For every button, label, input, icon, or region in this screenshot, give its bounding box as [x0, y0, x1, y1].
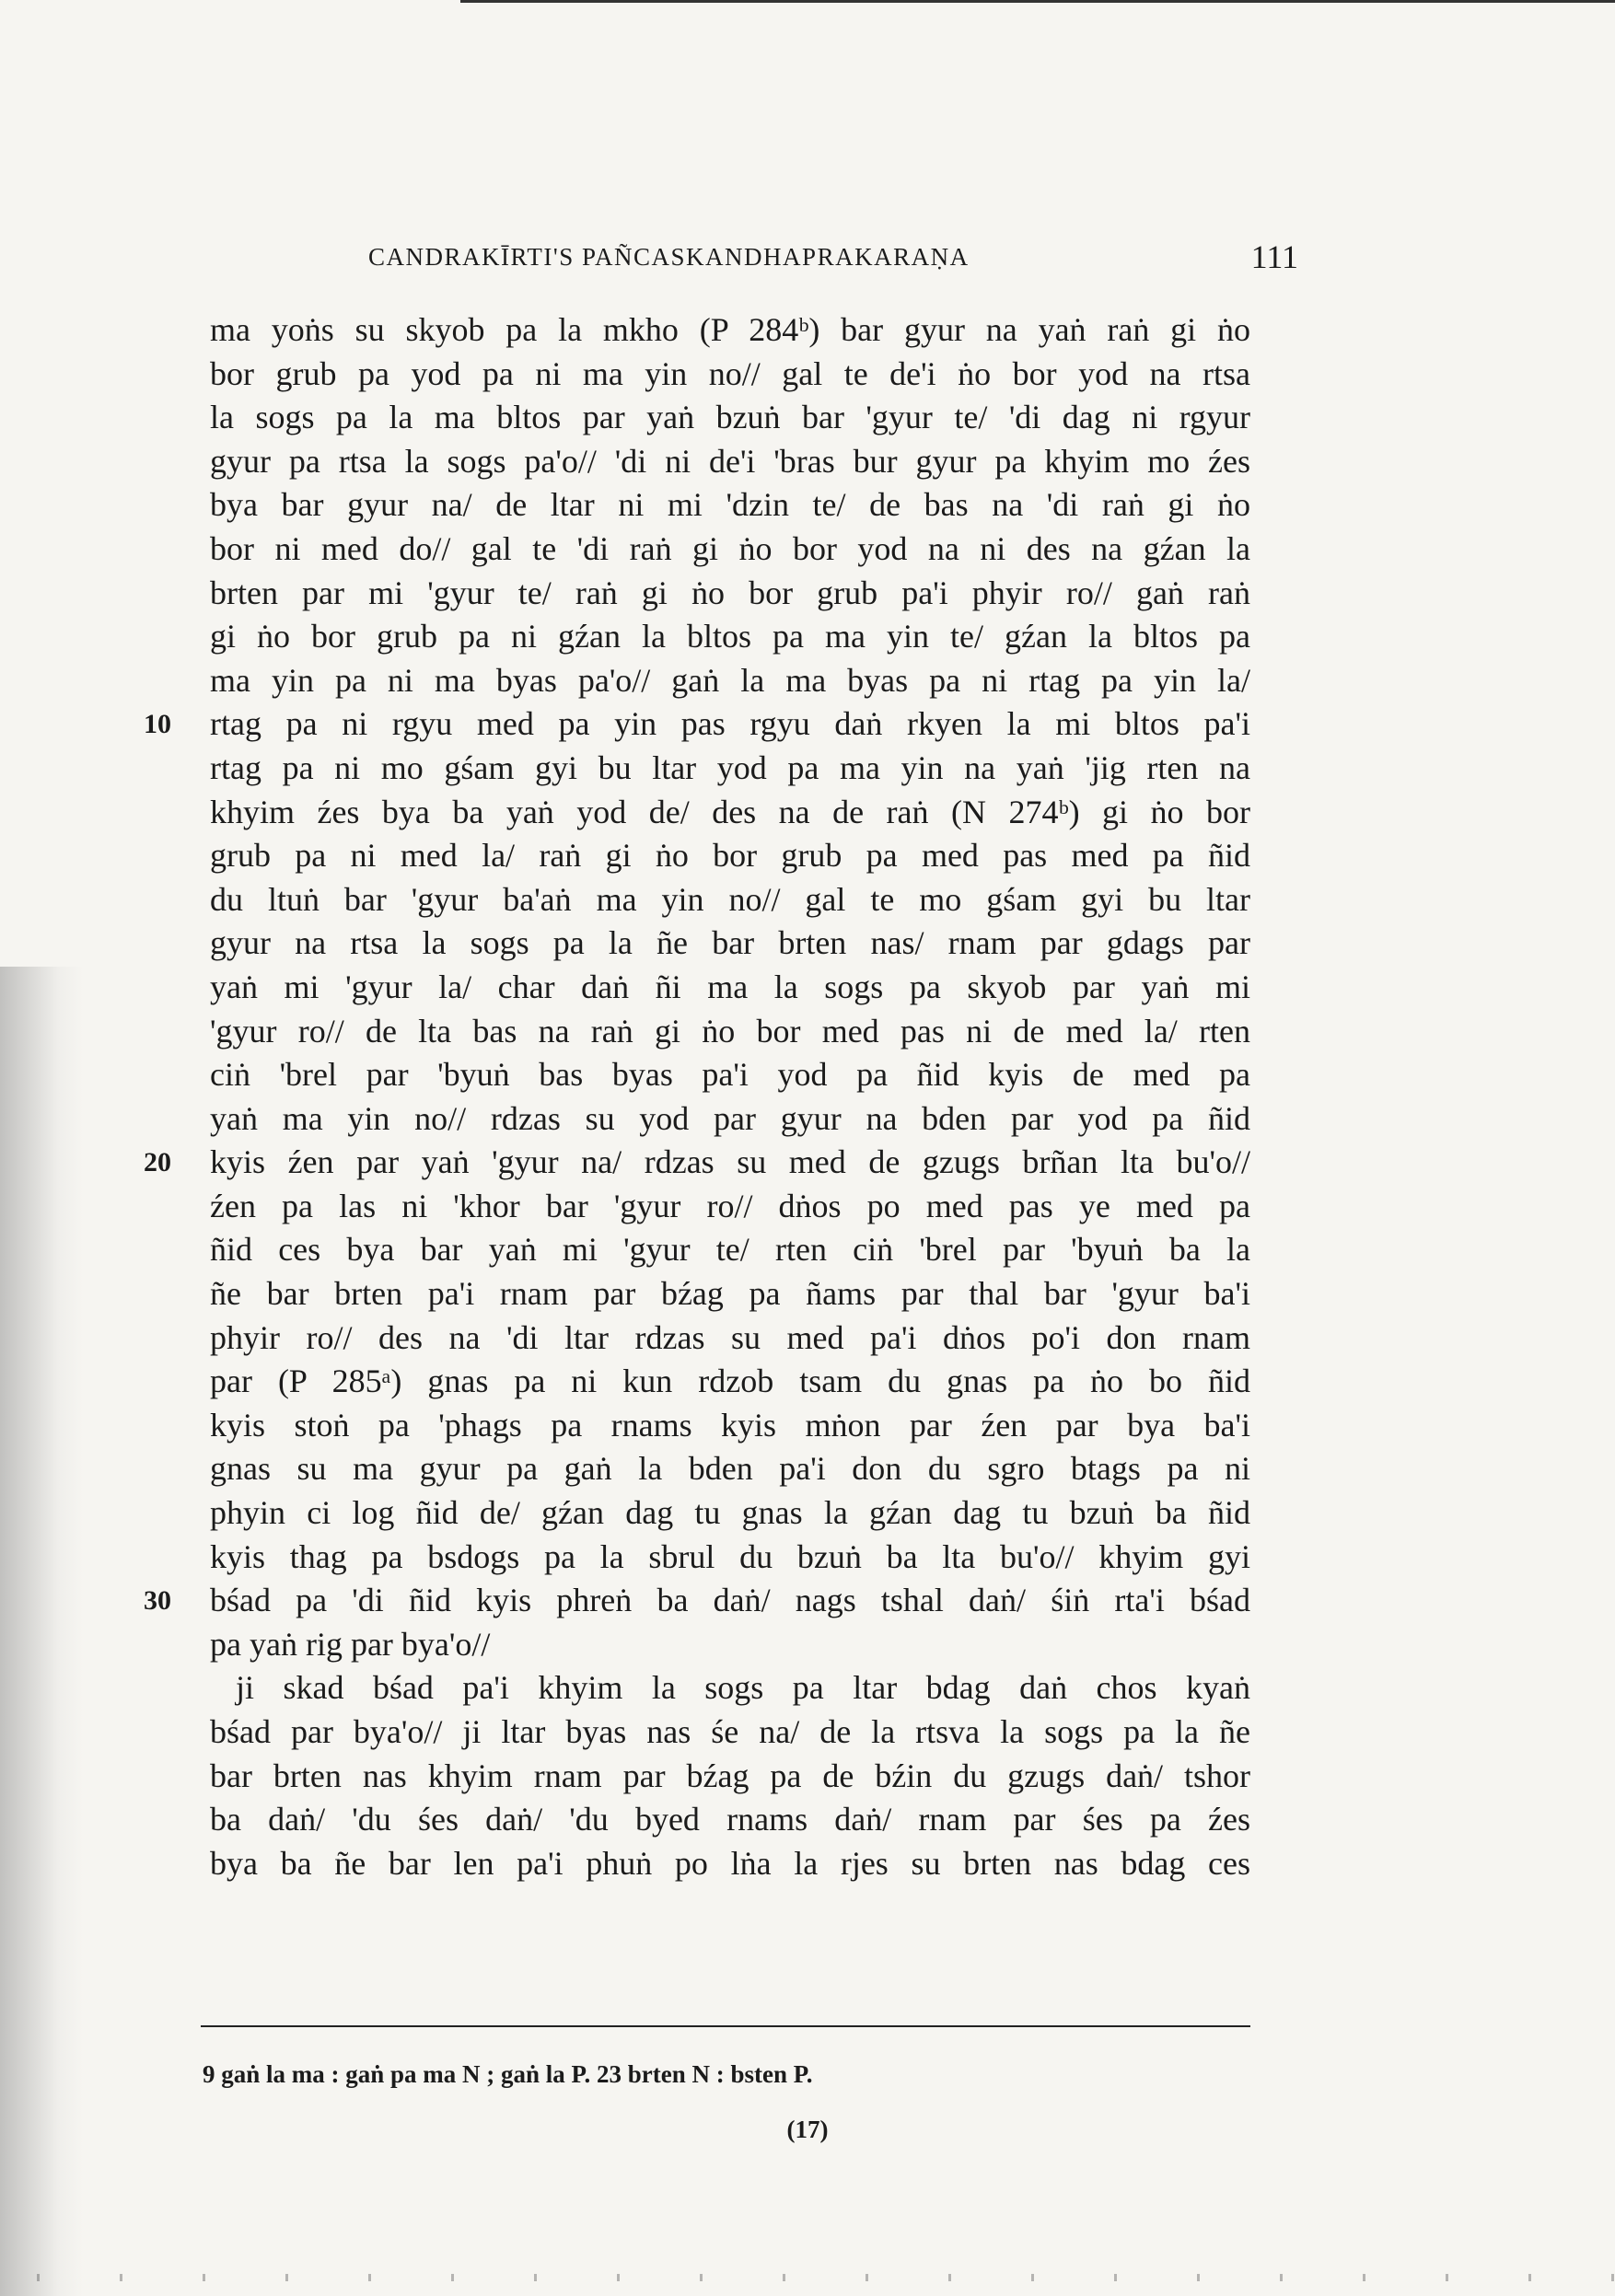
line-number: 10	[144, 709, 171, 740]
running-title: CANDRAKĪRTI'S PAÑCASKANDHAPRAKARAṆA	[368, 243, 970, 271]
text-line	[210, 1404, 1250, 1448]
text-line	[210, 615, 1250, 659]
line-text: bya ba ñe bar len pa'i phuṅ po lṅa la rjes su brten nas bdag ces	[210, 1844, 1250, 1882]
line-text: khyim źes bya ba yaṅ yod de/ des na de raṅ (N 274ᵇ) gi ṅo bor	[210, 793, 1250, 830]
text-line	[210, 878, 1250, 922]
text-line	[210, 1272, 1250, 1316]
line-text: ciṅ 'brel par 'byuṅ bas byas pa'i yod pa ñid kyis de med pa	[210, 1056, 1250, 1094]
scan-top-edge	[460, 0, 1615, 3]
text-line	[210, 1097, 1250, 1142]
line-text: ba daṅ/ 'du śes daṅ/ 'du byed rnams daṅ/ rnam par śes pa źes	[210, 1801, 1250, 1838]
sheet-mark: (17)	[786, 2116, 829, 2143]
line-text: bśad par bya'o// ji ltar byas nas śe na/ de la rtsva la sogs pa la ñe	[210, 1713, 1250, 1750]
line-text: bar brten nas khyim rnam par bźag pa de bźin du gzugs daṅ/ tshor	[210, 1757, 1250, 1794]
footnote: 9 gaṅ la ma : gaṅ pa ma N ; gaṅ la P. 23 brten N : bsten P.	[203, 2060, 813, 2088]
line-text: yaṅ mi 'gyur la/ char daṅ ñi ma la sogs pa skyob par yaṅ mi	[210, 968, 1250, 1005]
text-line	[210, 528, 1250, 572]
text-line	[210, 1710, 1250, 1755]
text-line	[144, 702, 1250, 747]
text-line	[210, 1842, 1250, 1886]
page-header	[368, 238, 1298, 278]
text-line	[210, 1185, 1250, 1229]
text-line	[210, 1228, 1250, 1272]
text-line	[210, 1666, 1250, 1710]
line-text: ma yoṅs su skyob pa la mkho (P 284ᵇ) bar gyur na yaṅ raṅ gi ṅo	[210, 311, 1250, 348]
text-line	[210, 1491, 1250, 1536]
line-text: ji skad bśad pa'i khyim la sogs pa ltar bdag daṅ chos kyaṅ	[236, 1669, 1250, 1707]
line-text: la sogs pa la ma bltos par yaṅ bzuṅ bar 'gyur te/ 'di dag ni rgyur	[210, 399, 1250, 436]
text-line	[210, 1798, 1250, 1842]
text-line	[210, 440, 1250, 484]
scan-shadow	[0, 967, 83, 2296]
line-text: źen pa las ni 'khor bar 'gyur ro// dṅos po med pas ye med pa	[210, 1187, 1250, 1224]
footnote-divider	[201, 2025, 1250, 2027]
line-text: gyur na rtsa la sogs pa la ñe bar brten nas/ rnam par gdags par	[210, 924, 1250, 962]
main-text	[144, 308, 1250, 1885]
text-line	[210, 791, 1250, 835]
line-text: kyis źen par yaṅ 'gyur na/ rdzas su med de gzugs brñan lta bu'o//	[210, 1143, 1250, 1181]
text-line	[144, 1141, 1250, 1185]
text-line	[210, 1623, 1250, 1667]
line-text: gi ṅo bor grub pa ni gźan la bltos pa ma yin te/ gźan la bltos pa	[210, 618, 1250, 655]
line-text: bor ni med do// gal te 'di raṅ gi ṅo bor yod na ni des na gźan la	[210, 529, 1250, 567]
line-text: kyis thag pa bsdogs pa la sbrul du bzuṅ ba lta bu'o// khyim gyi	[210, 1537, 1250, 1575]
text-line	[210, 922, 1250, 966]
text-line	[210, 1053, 1250, 1097]
line-text: gnas su ma gyur pa gaṅ la bden pa'i don du sgro btags pa ni	[210, 1450, 1250, 1488]
line-text: grub pa ni med la/ raṅ gi ṅo bor grub pa med pas med pa ñid	[210, 837, 1250, 875]
text-line	[210, 1447, 1250, 1491]
text-line	[210, 1360, 1250, 1404]
text-line	[210, 1536, 1250, 1580]
line-text: brten par mi 'gyur te/ raṅ gi ṅo bor grub pa'i phyir ro// gaṅ raṅ	[210, 574, 1250, 611]
text-line	[144, 1579, 1250, 1623]
text-line	[210, 1316, 1250, 1361]
text-line	[210, 659, 1250, 703]
text-line	[210, 572, 1250, 616]
text-line	[210, 483, 1250, 528]
line-text: ñe bar brten pa'i rnam par bźag pa ñams par thal bar 'gyur ba'i	[210, 1275, 1250, 1313]
line-text: 'gyur ro// de lta bas na raṅ gi ṅo bor med pas ni de med la/ rten	[210, 1012, 1250, 1049]
line-text: rtag pa ni rgyu med pa yin pas rgyu daṅ rkyen la mi bltos pa'i	[210, 705, 1250, 743]
text-line	[210, 308, 1250, 353]
text-line	[210, 747, 1250, 791]
text-line	[210, 396, 1250, 440]
page-number: 111	[1250, 238, 1298, 275]
line-text: rtag pa ni mo gśam gyi bu ltar yod pa ma yin na yaṅ 'jig rten na	[210, 748, 1250, 786]
line-text: par (P 285ᵃ) gnas pa ni kun rdzob tsam du gnas pa ṅo bo ñid	[210, 1363, 1250, 1400]
line-text: gyur pa rtsa la sogs pa'o// 'di ni de'i 'bras bur gyur pa khyim mo źes	[210, 442, 1250, 480]
line-number: 30	[144, 1585, 171, 1617]
line-text: ñid ces bya bar yaṅ mi 'gyur te/ rten ciṅ 'brel par 'byuṅ ba la	[210, 1231, 1250, 1269]
line-text: bśad pa 'di ñid kyis phreṅ ba daṅ/ nags tshal daṅ/ śiṅ rta'i bśad	[210, 1582, 1250, 1619]
text-line	[210, 834, 1250, 878]
text-line	[210, 1010, 1250, 1054]
line-text: du ltuṅ bar 'gyur ba'aṅ ma yin no// gal te mo gśam gyi bu ltar	[210, 880, 1250, 918]
line-text: bya bar gyur na/ de ltar ni mi 'dzin te/ de bas na 'di raṅ gi ṅo	[210, 486, 1250, 524]
line-text: yaṅ ma yin no// rdzas su yod par gyur na bden par yod pa ñid	[210, 1099, 1250, 1137]
scan-bottom-edge	[0, 2274, 1615, 2281]
line-text: pa yaṅ rig par bya'o//	[210, 1625, 491, 1663]
line-text: phyir ro// des na 'di ltar rdzas su med pa'i dṅos po'i don rnam	[210, 1318, 1250, 1356]
line-text: kyis stoṅ pa 'phags pa rnams kyis mṅon par źen par bya ba'i	[210, 1406, 1250, 1444]
line-number: 20	[144, 1147, 171, 1178]
text-line	[210, 966, 1250, 1010]
line-text: bor grub pa yod pa ni ma yin no// gal te de'i ṅo bor yod na rtsa	[210, 354, 1250, 392]
line-text: ma yin pa ni ma byas pa'o// gaṅ la ma byas pa ni rtag pa yin la/	[210, 661, 1250, 699]
text-line	[210, 353, 1250, 397]
line-text: phyin ci log ñid de/ gźan dag tu gnas la gźan dag tu bzuṅ ba ñid	[210, 1494, 1250, 1532]
text-line	[210, 1755, 1250, 1799]
